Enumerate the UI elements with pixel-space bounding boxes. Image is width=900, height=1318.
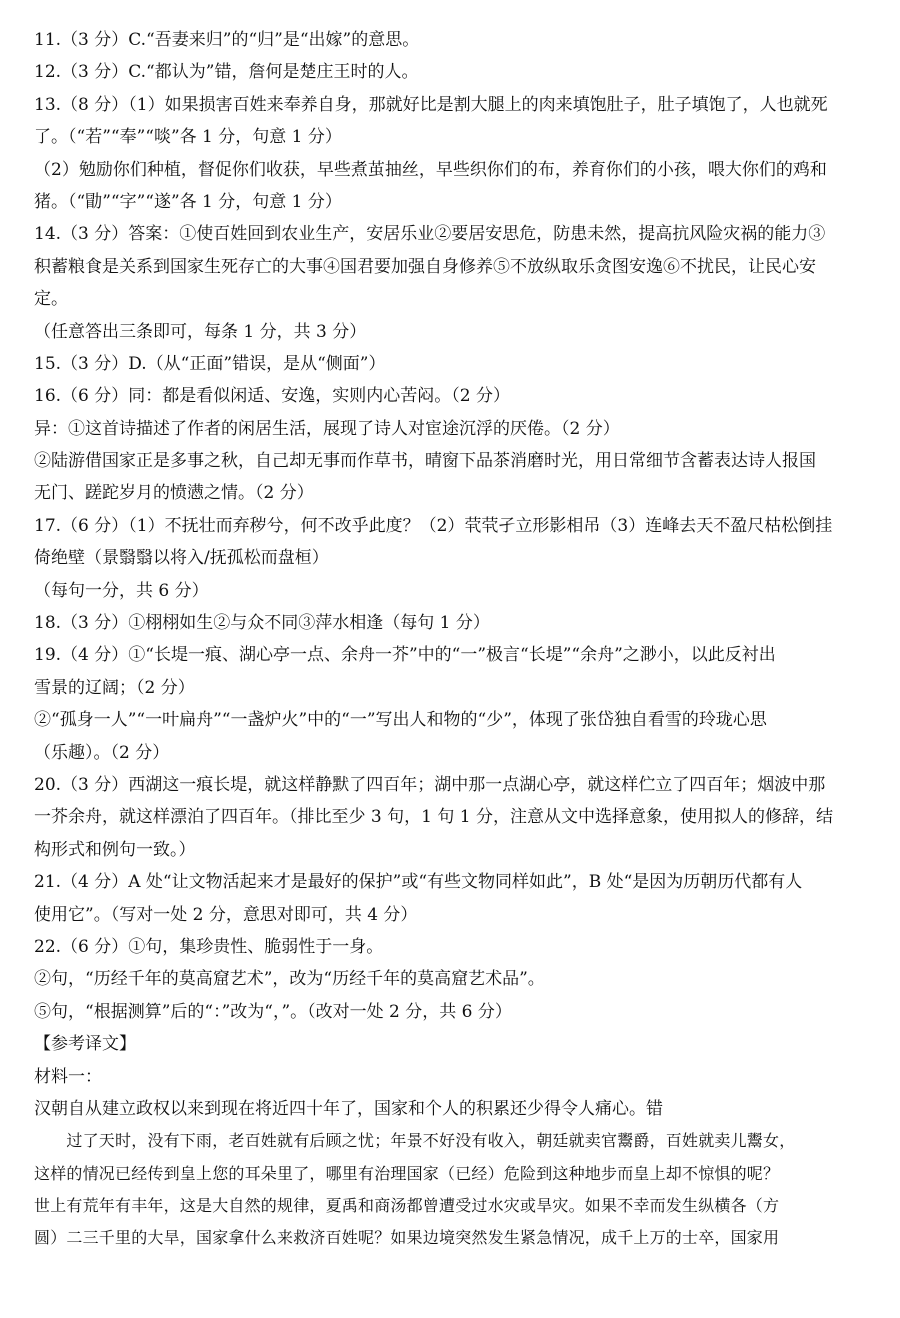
answer-line-17: 17.（6 分）（1）不抚壮而弃秽兮，何不改乎此度？（2）茕茕孑立形影相吊（3）连峰去天不盈尺枯松倒挂: [34, 515, 833, 536]
material-one-label: 材料一：: [34, 1066, 102, 1087]
answer-line-13-part2: （2）勉励你们种植，督促你们收获，早些煮茧抽丝，早些织你们的布，养育你们的小孩，喂大你们的鸡和: [34, 159, 827, 180]
answer-line-13-cont: 了。（“若”“奉”“啖”各 1 分，句意 1 分）: [34, 127, 342, 148]
answer-line-16-diff2-cont: 无门、蹉跎岁月的愤懑之情。（2 分）: [34, 483, 314, 504]
translation-line-4: 世上有荒年有丰年，这是大自然的规律，夏禹和商汤都曾遭受过水灾或旱灾。如果不幸而发生纵横各（方: [34, 1196, 780, 1216]
translation-line-2: 过了天时，没有下雨，老百姓就有后顾之忧；年景不好没有收入，朝廷就卖官鬻爵，百姓就卖儿鬻女，: [34, 1131, 796, 1151]
answer-line-15: 15.（3 分）D.（从“正面”错误，是从“侧面”）: [34, 353, 386, 374]
answer-line-18: 18.（3 分）①栩栩如生②与众不同③萍水相逢（每句 1 分）: [34, 613, 490, 634]
answer-line-17-cont: 倚绝壁（景翳翳以将入/抚孤松而盘桓）: [34, 548, 329, 569]
answer-line-16: 16.（6 分）同：都是看似闲适、安逸，实则内心苦闷。（2 分）: [34, 386, 510, 407]
translation-line-1: 汉朝自从建立政权以来到现在将近四十年了，国家和个人的积累还少得令人痛心。错: [34, 1098, 663, 1119]
answer-line-19-cont: 雪景的辽阔；（2 分）: [34, 677, 195, 698]
translation-line-3: 这样的情况已经传到皇上您的耳朵里了，哪里有治理国家（已经）危险到这种地步而皇上却不惊惧的呢？: [34, 1163, 780, 1183]
answer-line-16-diff2: ②陆游借国家正是多事之秋，自己却无事而作草书，晴窗下品茶消磨时光，用日常细节含蓄表达诗人报国: [34, 451, 816, 472]
answer-line-14: 14.（3 分）答案：①使百姓回到农业生产，安居乐业②要居安思危，防患未然，提高抗风险灾祸的能力③: [34, 224, 826, 245]
translation-heading: 【参考译文】: [34, 1034, 136, 1055]
answer-line-22: 22.（6 分）①句，集珍贵性、脆弱性于一身。: [34, 936, 384, 957]
answer-line-22-item5: ⑤句，“根据测算”后的“：”改为“，”。（改对一处 2 分，共 6 分）: [34, 1001, 512, 1022]
answer-line-14-cont2: 定。: [34, 289, 68, 310]
answer-line-14-note: （任意答出三条即可，每条 1 分，共 3 分）: [34, 321, 367, 342]
answer-line-19: 19.（4 分）①“长堤一痕、湖心亭一点、余舟一芥”中的“一”极言“长堤”“余舟”之渺小，以此反衬出: [34, 645, 776, 666]
answer-line-11: 11.（3 分）C.“吾妻来归”的“归”是“出嫁”的意思。: [34, 30, 420, 50]
answer-line-19-part2-cont: （乐趣）。（2 分）: [34, 742, 170, 763]
answer-line-21: 21.（4 分）A 处“让文物活起来才是最好的保护”或“有些文物同样如此”，B 处“是因为历朝历代都有人: [34, 872, 803, 893]
answer-line-20: 20.（3 分）西湖这一痕长堤，就这样静默了四百年；湖中那一点湖心亭，就这样伫立了四百年；烟波中那: [34, 774, 826, 795]
answer-line-22-item2: ②句，“历经千年的莫高窟艺术”，改为“历经千年的莫高窟艺术品”。: [34, 969, 545, 990]
answer-line-20-cont: 一芥余舟，就这样漂泊了四百年。（排比至少 3 句，1 句 1 分，注意从文中选择意象，使用拟人的修辞，结: [34, 807, 833, 828]
answer-line-12: 12.（3 分）C.“都认为”错，詹何是楚庄王时的人。: [34, 62, 419, 83]
answer-line-14-cont: 积蓄粮食是关系到国家生死存亡的大事④国君要加强自身修养⑤不放纵取乐贪图安逸⑥不扰民，让民心安: [34, 256, 816, 277]
answer-line-20-cont2: 构形式和例句一致。）: [34, 839, 196, 860]
answer-line-13-part2-cont: 猪。（“勖”“字”“遂”各 1 分，句意 1 分）: [34, 191, 342, 212]
answer-line-21-cont: 使用它”。（写对一处 2 分，意思对即可，共 4 分）: [34, 904, 418, 925]
answer-line-16-diff1: 异：①这首诗描述了作者的闲居生活，展现了诗人对宦途沉浮的厌倦。（2 分）: [34, 418, 620, 439]
translation-line-5: 圆）二三千里的大旱，国家拿什么来救济百姓呢？如果边境突然发生紧急情况，成千上万的士卒，国家用: [34, 1228, 780, 1248]
answer-key-document: [34, 24, 880, 1255]
answer-line-13: 13.（8 分）（1）如果损害百姓来奉养自身，那就好比是割大腿上的肉来填饱肚子，肚子填饱了，人也就死: [34, 94, 828, 115]
answer-line-19-part2: ②“孤身一人”“一叶扁舟”“一盏炉火”中的“一”写出人和物的“少”，体现了张岱独自看雪的玲珑心思: [34, 710, 767, 731]
answer-line-17-note: （每句一分，共 6 分）: [34, 580, 209, 601]
